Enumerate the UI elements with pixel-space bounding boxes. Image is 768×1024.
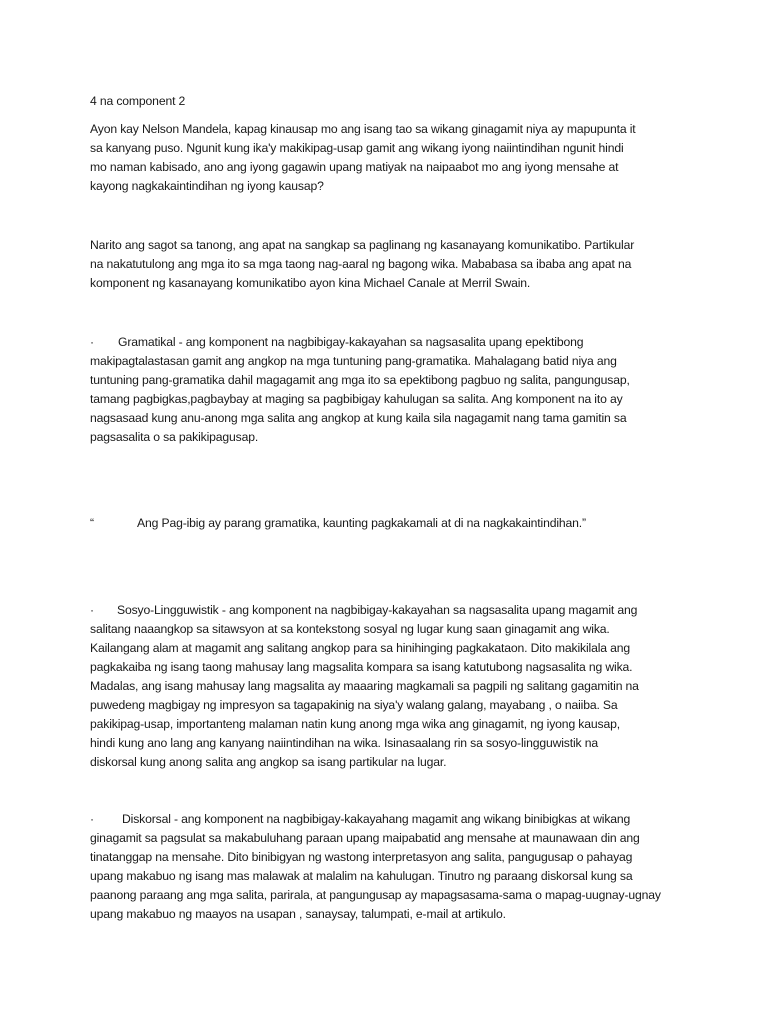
gramatikal-line: tuntuning pang-gramatika dahil magagamit ang mga ito sa epektibong pagbuo ng salita, pangungusap, (90, 373, 630, 387)
sosyo-line: diskorsal kung anong salita ang angkop sa isang partikular na lugar. (90, 755, 447, 769)
gramatikal-line: tamang pagbigkas,pagbaybay at maging sa pagbibigay kahulugan sa salita. Ang komponent na ito ay (90, 392, 623, 406)
gramatikal-line: makipagtalastasan gamit ang angkop na mga tuntuning pang-gramatika. Mahalagang batid niya ang (90, 354, 617, 368)
diskorsal-line: Diskorsal - ang komponent na nagbibigay-kakayahang magamit ang wikang binibigkas at wikang (122, 812, 631, 826)
bullet-symbol: · (90, 603, 95, 617)
bullet-symbol: · (90, 335, 95, 349)
sosyo-line: Madalas, ang isang mahusay lang magsalita ay maaaring magkamali sa pagpili ng salitang gagamitin na (90, 679, 639, 693)
answer-line: Narito ang sagot sa tanong, ang apat na sangkap sa paglinang ng kasanayang komunikatibo. Partikular (90, 238, 635, 252)
intro-line: kayong nagkakaintindihan ng iyong kausap? (90, 179, 324, 193)
intro-line: mo naman kabisado, ano ang iyong gagawin upang matiyak na naipaabot mo ang iyong mensahe at (90, 160, 619, 174)
gramatikal-line: pagsasalita o sa pakikipagusap. (90, 430, 259, 444)
sosyo-line: pakikipag-usap, importanteng malaman natin kung anong mga wika ang ginagamit, ng iyong kausap, (90, 717, 620, 731)
answer-line: komponent ng kasanayang komunikatibo ayon kina Michael Canale at Merril Swain. (90, 276, 531, 290)
intro-line: sa kanyang puso. Ngunit kung ika'y makikipag-usap gamit ang wikang iyong naiintindihan ngunit hindi (90, 141, 624, 155)
gramatikal-line: nagsasaad kung anu-anong mga salita ang angkop at kung kaila sila nagagamit nang tama gamitin sa (90, 411, 627, 425)
sosyo-line: salitang naaangkop sa sitawsyon at sa kontekstong sosyal ng lugar kung saan ginagamit ang wika. (90, 622, 610, 636)
diskorsal-line: paanong paraang ang mga salita, parirala, at pangungusap ay mapagsasama-sama o mapag-uugnay-ugnay (90, 888, 661, 902)
sosyo-line: Sosyo-Lingguwistik - ang komponent na nagbibigay-kakayahan sa nagsasalita upang magamit ang (117, 603, 638, 617)
intro-line: Ayon kay Nelson Mandela, kapag kinausap mo ang isang tao sa wikang ginagamit niya ay mapupunta it (90, 122, 636, 136)
sosyo-line: pagkakaiba ng isang taong mahusay lang magsalita kompara sa isang katutubong nagsasalita ng wika. (90, 660, 633, 674)
sosyo-line: Kailangang alam at magamit ang salitang angkop para sa hinihinging pagkakataon. Dito makikilala ang (90, 641, 631, 655)
answer-line: na nakatutulong ang mga ito sa mga taong nag-aaral ng bagong wika. Mababasa sa ibaba ang apat na (90, 257, 632, 271)
diskorsal-line: upang makabuo ng isang mas malawak at malalim na kahulugan. Tinutro ng paraang diskorsal kung sa (90, 869, 633, 883)
diskorsal-line: ginagamit sa pagsulat sa makabuluhang paraan upang maipabatid ang mensahe at maunawaan din ang (90, 831, 640, 845)
diskorsal-line: upang makabuo ng maayos na usapan , sanaysay, talumpati, e-mail at artikulo. (90, 907, 506, 921)
document-heading: 4 na component 2 (90, 94, 186, 108)
quote-open-mark: “ (90, 516, 95, 530)
diskorsal-line: tinatanggap na mensahe. Dito binibigyan ng wastong interpretasyon ang salita, pangugusap o pahayag (90, 850, 633, 864)
quote-text: Ang Pag-ibig ay parang gramatika, kaunting pagkakamali at di na nagkakaintindihan.” (137, 516, 586, 530)
bullet-symbol: · (90, 812, 95, 826)
gramatikal-line: Gramatikal - ang komponent na nagbibigay-kakayahan sa nagsasalita upang epektibong (118, 335, 584, 349)
sosyo-line: puwedeng magbigay ng impresyon sa tagapakinig na siya'y walang galang, mayabang , o naiiba. Sa (90, 698, 618, 712)
sosyo-line: hindi kung ano lang ang kanyang naiintindihan na wika. Isinasaalang rin sa sosyo-lingguwistik na (90, 736, 598, 750)
